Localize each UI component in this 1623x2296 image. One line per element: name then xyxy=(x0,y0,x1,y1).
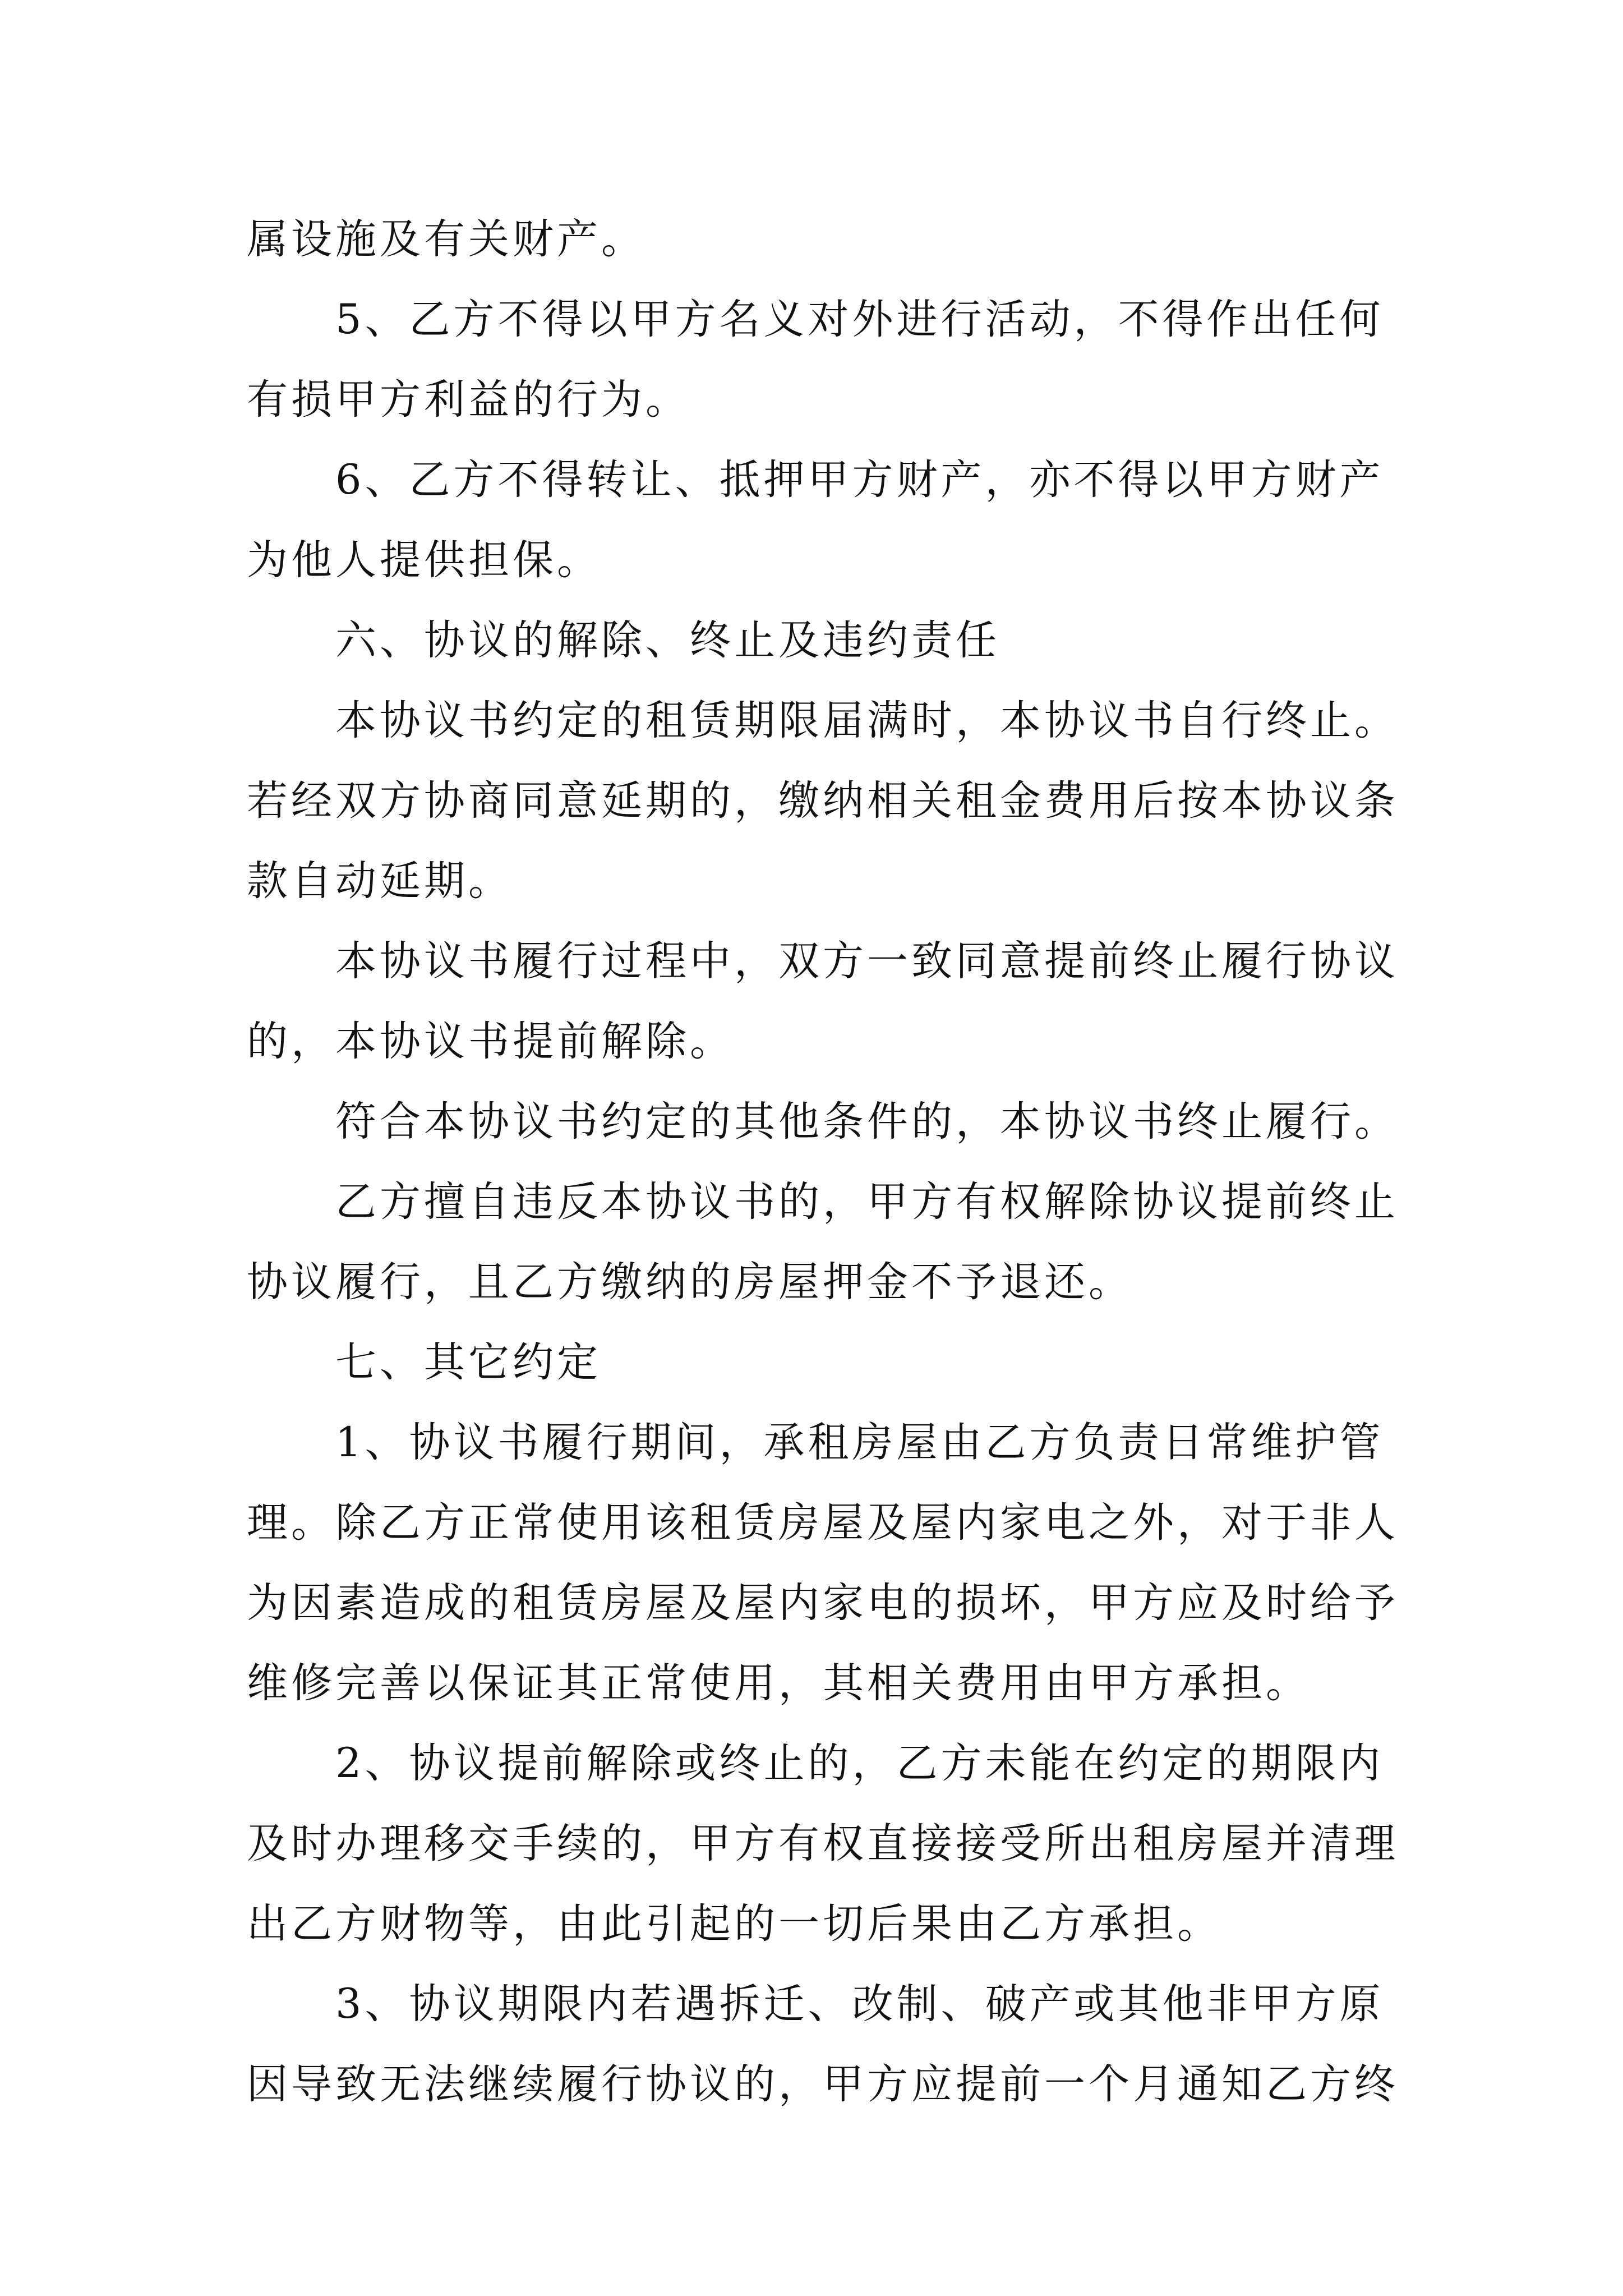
text-line: 符合本协议书约定的其他条件的，本协议书终止履行。 xyxy=(335,1098,1399,1145)
section-heading: 六、协议的解除、终止及违约责任 xyxy=(335,616,1000,664)
text-line: 有损甲方利益的行为。 xyxy=(247,376,690,424)
text-line: 协议履行，且乙方缴纳的房屋押金不予退还。 xyxy=(247,1258,1133,1306)
text-line: 理。除乙方正常使用该租赁房屋及屋内家电之外，对于非人 xyxy=(247,1499,1399,1547)
text-line: 为他人提供担保。 xyxy=(247,536,601,584)
text-line: 乙方擅自违反本协议书的，甲方有权解除协议提前终止 xyxy=(335,1178,1399,1226)
text-line: 2、协议提前解除或终止的，乙方未能在约定的期限内 xyxy=(335,1740,1384,1787)
text-line: 6、乙方不得转让、抵押甲方财产，亦不得以甲方财产 xyxy=(335,456,1384,504)
text-line: 款自动延期。 xyxy=(247,857,513,905)
text-line: 5、乙方不得以甲方名义对外进行活动，不得作出任何 xyxy=(335,296,1384,343)
text-line: 为因素造成的租赁房屋及屋内家电的损坏，甲方应及时给予 xyxy=(247,1579,1399,1627)
text-line: 及时办理移交手续的，甲方有权直接接受所出租房屋并清理 xyxy=(247,1820,1399,1867)
text-line: 出乙方财物等，由此引起的一切后果由乙方承担。 xyxy=(247,1900,1221,1948)
text-line: 若经双方协商同意延期的，缴纳相关租金费用后按本协议条 xyxy=(247,777,1399,825)
text-line: 3、协议期限内若遇拆迁、改制、破产或其他非甲方原 xyxy=(335,1980,1384,2028)
text-line: 的，本协议书提前解除。 xyxy=(247,1018,734,1065)
text-line: 本协议书约定的租赁期限届满时，本协议书自行终止。 xyxy=(335,697,1399,744)
text-line: 维修完善以保证其正常使用，其相关费用由甲方承担。 xyxy=(247,1659,1310,1707)
text-line: 1、协议书履行期间，承租房屋由乙方负责日常维护管 xyxy=(335,1419,1384,1466)
text-line: 本协议书履行过程中，双方一致同意提前终止履行协议 xyxy=(335,937,1399,985)
text-line: 因导致无法继续履行协议的，甲方应提前一个月通知乙方终 xyxy=(247,2060,1399,2108)
text-line: 属设施及有关财产。 xyxy=(247,215,645,263)
section-heading: 七、其它约定 xyxy=(335,1338,601,1386)
